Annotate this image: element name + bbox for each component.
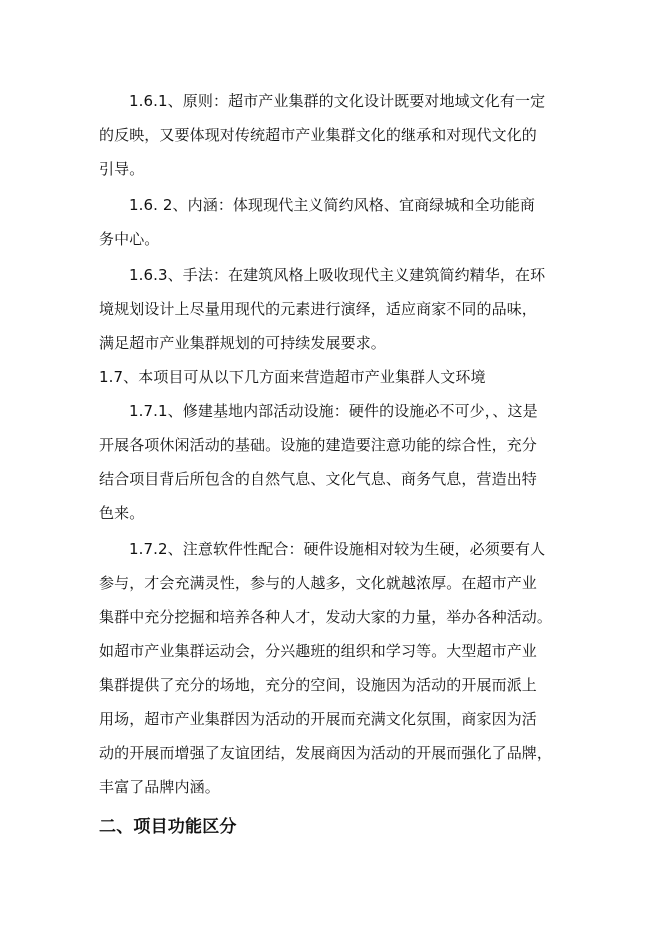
paragraph-1-6-3-line-1: 1.6.3、手法：在建筑风格上吸收现代主义建筑简约精华，在环 xyxy=(129,266,546,284)
paragraph-1-7-1-line-1: 1.7.1、修建基地内部活动设施：硬件的设施必不可少，、这是 xyxy=(129,402,538,420)
paragraph-1-7-1-line-4: 色来。 xyxy=(99,504,145,522)
paragraph-1-7-2-line-2: 参与，才会充满灵性，参与的人越多，文化就越浓厚。在超市产业 xyxy=(99,574,537,592)
paragraph-1-6-3-line-2: 境规划设计上尽量用现代的元素进行演绎，适应商家不同的品味， xyxy=(99,300,537,318)
paragraph-1-7-1-line-3: 结合项目背后所包含的自然气息、文化气息、商务气息，营造出特 xyxy=(99,470,537,488)
paragraph-1-6-2-line-2: 务中心。 xyxy=(99,230,160,248)
paragraph-1-7-2-line-7: 动的开展而增强了友谊团结，发展商因为活动的开展而强化了品牌， xyxy=(99,744,553,762)
paragraph-1-6-1-line-2: 的反映，又要体现对传统超市产业集群文化的继承和对现代文化的 xyxy=(99,126,537,144)
document-body xyxy=(99,84,565,844)
paragraph-1-6-3-line-3: 满足超市产业集群规划的可持续发展要求。 xyxy=(99,334,386,352)
paragraph-1-7-2-line-5: 集群提供了充分的场地，充分的空间，设施因为活动的开展而派上 xyxy=(99,676,537,694)
paragraph-1-7-2-line-8: 丰富了品牌内涵。 xyxy=(99,778,220,796)
paragraph-1-7-2-line-3: 集群中充分挖掘和培养各种人才，发动大家的力量，举办各种活动。 xyxy=(99,608,553,626)
paragraph-1-6-1-line-3: 引导。 xyxy=(99,160,145,178)
paragraph-1-6-1-line-1: 1.6.1、原则：超市产业集群的文化设计既要对地域文化有一定 xyxy=(129,92,546,110)
paragraph-1-7-2-line-4: 如超市产业集群运动会，分兴趣班的组织和学习等。大型超市产业 xyxy=(99,642,537,660)
paragraph-1-7-heading: 1.7、本项目可从以下几方面来营造超市产业集群人文环境 xyxy=(99,368,486,386)
paragraph-1-7-2-line-6: 用场，超市产业集群因为活动的开展而充满文化氛围，商家因为活 xyxy=(99,710,537,728)
paragraph-1-7-2-line-1: 1.7.2、注意软件性配合：硬件设施相对较为生硬，必须要有人 xyxy=(129,540,546,558)
section-title: 二、项目功能区分 xyxy=(99,817,237,837)
paragraph-1-7-1-line-2: 开展各项休闲活动的基础。设施的建造要注意功能的综合性，充分 xyxy=(99,436,537,454)
paragraph-1-6-2-line-1: 1.6. 2、内涵：体现现代主义简约风格、宜商绿城和全功能商 xyxy=(129,196,535,214)
